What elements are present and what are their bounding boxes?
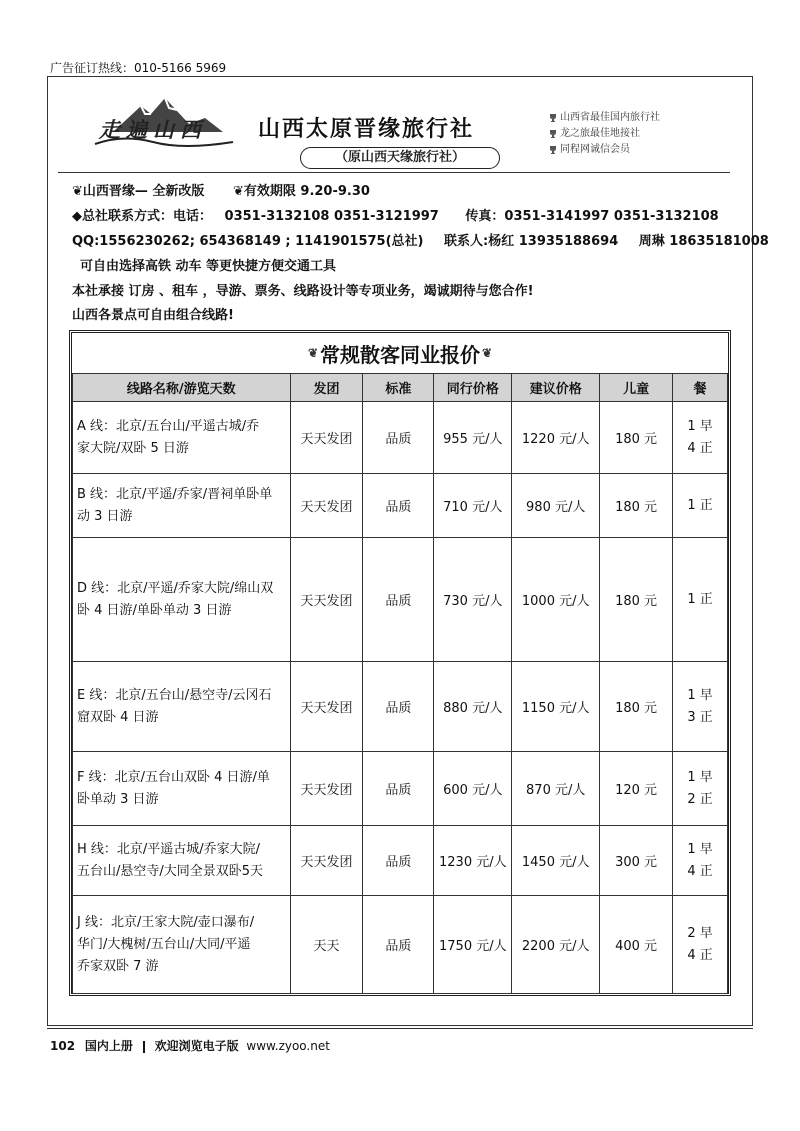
trade-price-cell: 730 元/人 bbox=[434, 538, 512, 662]
contact-person: 联系人:杨红 13935188694 bbox=[444, 234, 619, 249]
standard-cell: 品质 bbox=[363, 896, 434, 994]
promo-line-3: 山西各景点可自由组合线路! bbox=[72, 308, 234, 323]
notice-line bbox=[72, 180, 370, 199]
edition-text: 山西晋缘— 全新改版 bbox=[82, 184, 205, 199]
fax-label: 传真： bbox=[465, 209, 505, 224]
depart-cell: 天天 bbox=[290, 896, 363, 994]
contact-phone-line bbox=[72, 205, 719, 224]
col-header-retail-price: 建议价格 bbox=[512, 374, 600, 402]
col-header-child: 儿童 bbox=[600, 374, 673, 402]
child-price-cell: 180 元 bbox=[600, 662, 673, 752]
retail-price-cell: 870 元/人 bbox=[512, 752, 600, 826]
promo-line-2: 本社承接 订房 、租车 ，导游、票务、线路设计等专项业务，竭诚期待与您合作! bbox=[72, 284, 534, 299]
ad-hotline: 广告征订热线：010-5166 5969 bbox=[50, 61, 227, 75]
meal-cell: 1 早 4 正 bbox=[673, 402, 728, 474]
contact-person-2: 周琳 18635181008 bbox=[638, 234, 769, 249]
child-price-cell: 180 元 bbox=[600, 538, 673, 662]
table-header-row bbox=[73, 374, 728, 402]
route-cell: A 线：北京/五台山/平遥古城/乔 家大院/双卧 5 日游 bbox=[73, 402, 291, 474]
award-item bbox=[548, 110, 660, 126]
trophy-icon bbox=[548, 129, 558, 139]
depart-cell: 天天发团 bbox=[290, 752, 363, 826]
col-header-meal: 餐 bbox=[673, 374, 728, 402]
meal-cell: 1 早 4 正 bbox=[673, 826, 728, 896]
child-price-cell: 400 元 bbox=[600, 896, 673, 994]
trade-price-cell: 880 元/人 bbox=[434, 662, 512, 752]
col-header-trade-price: 同行价格 bbox=[434, 374, 512, 402]
footer-separator bbox=[143, 1041, 145, 1053]
depart-cell: 天天发团 bbox=[290, 474, 363, 538]
depart-cell: 天天发团 bbox=[290, 402, 363, 474]
standard-cell: 品质 bbox=[363, 402, 434, 474]
standard-cell: 品质 bbox=[363, 538, 434, 662]
trade-price-cell: 1750 元/人 bbox=[434, 896, 512, 994]
logo-text: 走遍山西 bbox=[99, 117, 207, 142]
meal-cell: 1 正 bbox=[673, 538, 728, 662]
price-table bbox=[72, 373, 728, 994]
trade-price-cell: 710 元/人 bbox=[434, 474, 512, 538]
page-footer bbox=[50, 1037, 330, 1054]
route-cell: J 线：北京/王家大院/壶口瀑布/ 华门/大槐树/五台山/大同/平遥 乔家双卧 7 游 bbox=[73, 896, 291, 994]
ornament-icon: ❦ bbox=[482, 346, 493, 360]
meal-cell: 1 早 2 正 bbox=[673, 752, 728, 826]
standard-cell: 品质 bbox=[363, 474, 434, 538]
standard-cell: 品质 bbox=[363, 662, 434, 752]
retail-price-cell: 1450 元/人 bbox=[512, 826, 600, 896]
depart-cell: 天天发团 bbox=[290, 826, 363, 896]
contact-label: ◆总社联系方式：电话： bbox=[72, 209, 212, 224]
retail-price-cell: 1150 元/人 bbox=[512, 662, 600, 752]
table-row bbox=[73, 752, 728, 826]
trade-price-cell: 955 元/人 bbox=[434, 402, 512, 474]
route-cell: E 线：北京/五台山/悬空寺/云冈石 窟双卧 4 日游 bbox=[73, 662, 291, 752]
qq-numbers: QQ:1556230262; 654368149 ; 1141901575(总社) bbox=[72, 234, 424, 249]
price-table-title bbox=[72, 333, 728, 373]
depart-cell: 天天发团 bbox=[290, 538, 363, 662]
ornament-icon: ❦ bbox=[72, 184, 83, 199]
ornament-icon: ❦ bbox=[232, 184, 244, 199]
standard-cell: 品质 bbox=[363, 826, 434, 896]
col-header-route: 线路名称/游览天数 bbox=[73, 374, 291, 402]
qq-line bbox=[72, 230, 769, 249]
table-row bbox=[73, 896, 728, 994]
awards-list bbox=[548, 110, 660, 158]
award-item bbox=[548, 126, 660, 142]
trophy-icon bbox=[548, 145, 558, 155]
meal-cell: 1 正 bbox=[673, 474, 728, 538]
child-price-cell: 180 元 bbox=[600, 474, 673, 538]
validity-text: 有效期限 9.20-9.30 bbox=[243, 184, 370, 199]
trade-price-cell: 1230 元/人 bbox=[434, 826, 512, 896]
footer-slogan: 欢迎浏览电子版 bbox=[154, 1039, 239, 1053]
table-row bbox=[73, 662, 728, 752]
phone-numbers: 0351-3132108 0351-3121997 bbox=[224, 209, 439, 224]
ornament-icon: ❦ bbox=[307, 346, 318, 360]
award-label: 同程网诚信会员 bbox=[560, 144, 630, 155]
table-row bbox=[73, 826, 728, 896]
retail-price-cell: 1000 元/人 bbox=[512, 538, 600, 662]
footer-divider bbox=[47, 1028, 753, 1029]
col-header-standard: 标准 bbox=[363, 374, 434, 402]
depart-cell: 天天发团 bbox=[290, 662, 363, 752]
award-item bbox=[548, 142, 660, 158]
award-label: 山西省最佳国内旅行社 bbox=[560, 112, 660, 123]
meal-cell: 2 早 4 正 bbox=[673, 896, 728, 994]
fax-numbers: 0351-3141997 0351-3132108 bbox=[504, 209, 719, 224]
trade-price-cell: 600 元/人 bbox=[434, 752, 512, 826]
route-cell: B 线：北京/平遥/乔家/晋祠单卧单 动 3 日游 bbox=[73, 474, 291, 538]
route-cell: H 线：北京/平遥古城/乔家大院/ 五台山/悬空寺/大同全景双卧5天 bbox=[73, 826, 291, 896]
logo bbox=[93, 92, 253, 154]
col-header-depart: 发团 bbox=[290, 374, 363, 402]
promo-line-1: 可自由选择高铁 动车 等更快捷方便交通工具 bbox=[80, 259, 337, 274]
page-number: 102 bbox=[50, 1039, 76, 1053]
trophy-icon bbox=[548, 113, 558, 123]
retail-price-cell: 2200 元/人 bbox=[512, 896, 600, 994]
standard-cell: 品质 bbox=[363, 752, 434, 826]
child-price-cell: 120 元 bbox=[600, 752, 673, 826]
child-price-cell: 180 元 bbox=[600, 402, 673, 474]
route-cell: D 线：北京/平遥/乔家大院/绵山双 卧 4 日游/单卧单动 3 日游 bbox=[73, 538, 291, 662]
meal-cell: 1 早 3 正 bbox=[673, 662, 728, 752]
table-row bbox=[73, 538, 728, 662]
brand-subtitle: （原山西天缘旅行社） bbox=[300, 147, 500, 169]
header-divider bbox=[58, 172, 730, 173]
table-row bbox=[73, 474, 728, 538]
retail-price-cell: 1220 元/人 bbox=[512, 402, 600, 474]
website-link[interactable]: www.zyoo.net bbox=[246, 1039, 330, 1053]
route-cell: F 线：北京/五台山双卧 4 日游/单 卧单动 3 日游 bbox=[73, 752, 291, 826]
child-price-cell: 300 元 bbox=[600, 826, 673, 896]
retail-price-cell: 980 元/人 bbox=[512, 474, 600, 538]
table-title-text: 常规散客同业报价 bbox=[320, 342, 480, 367]
award-label: 龙之旅最佳地接社 bbox=[560, 128, 640, 139]
section-name: 国内上册 bbox=[84, 1039, 133, 1053]
brand-name: 山西太原晋缘旅行社 bbox=[258, 116, 475, 142]
table-row bbox=[73, 402, 728, 474]
